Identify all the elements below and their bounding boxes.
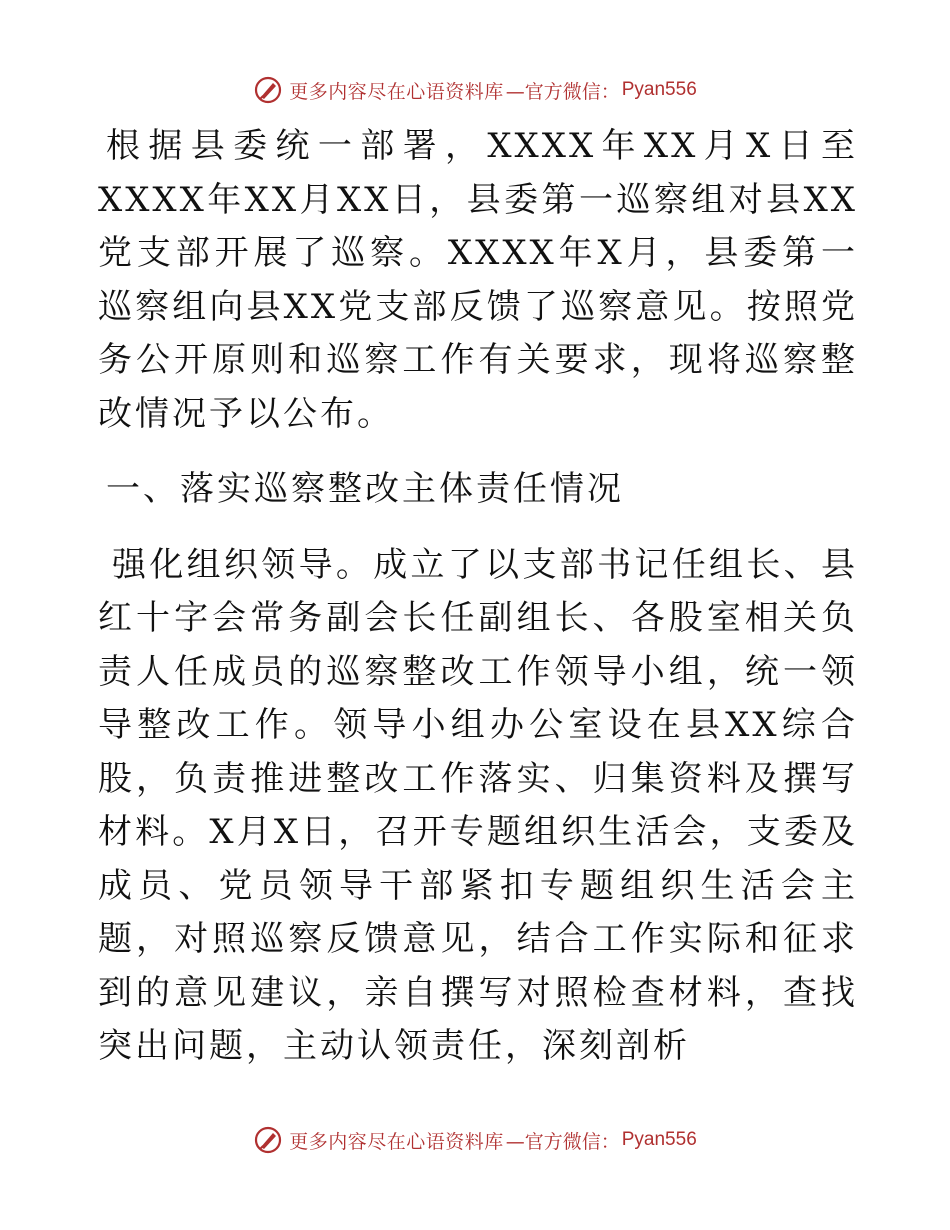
quill-logo-icon — [253, 1125, 283, 1155]
footer-banner — [0, 1120, 950, 1160]
header-banner-separator: —官方微信： — [505, 80, 620, 103]
document-body — [98, 120, 858, 1074]
paragraph-intro: 根据县委统一部署，XXXX年XX月X日至XXXX年XX月XX日，县委第一巡察组对县XX党支部开展了巡察。XXXX年X月，县委第一巡察组向县XX党支部反馈了巡察意见。按照党务公开原则和巡察工作有关要求，现将巡察整改情况予以公布。 — [98, 126, 858, 434]
quill-logo-icon — [253, 75, 283, 105]
header-banner — [0, 70, 950, 110]
footer-banner-text: 更多内容尽在心语资料库 — [289, 1130, 504, 1153]
footer-banner-separator: —官方微信： — [505, 1130, 620, 1153]
paragraph-organization: 强化组织领导。成立了以支部书记任组长、县红十字会常务副会长任副组长、各股室相关负责人任成员的巡察整改工作领导小组，统一领导整改工作。领导小组办公室设在县XX综合股，负责推进整改工作落实、归集资料及撰写材料。X月X日，召开专题组织生活会，支委及成员、党员领导干部紧扣专题组织生活会主题，对照巡察反馈意见，结合工作实际和征求到的意见建议，亲自撰写对照检查材料，查找突出问题，主动认领责任，深刻剖析 — [98, 544, 858, 1066]
header-banner-account: Pyan556 — [621, 79, 697, 100]
header-banner-text: 更多内容尽在心语资料库 — [289, 80, 504, 103]
footer-banner-account: Pyan556 — [621, 1129, 697, 1150]
section-heading: 一、落实巡察整改主体责任情况 — [106, 469, 624, 509]
